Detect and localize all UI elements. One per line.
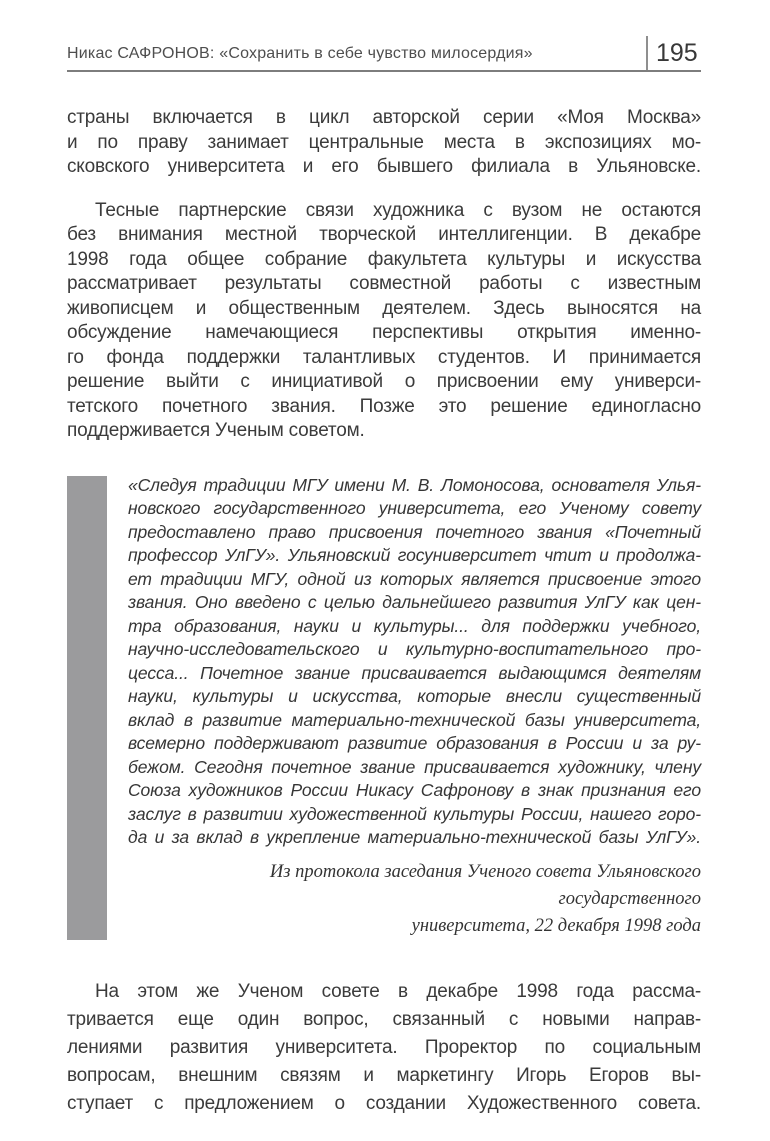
- page-header: [67, 36, 701, 70]
- page-number: 195: [656, 38, 698, 67]
- text-line: 1998 года общее собрание факультета культуры и искусства: [67, 248, 701, 270]
- quote-line: науки, культуры и искусства, которые внесли существенный: [128, 686, 701, 706]
- blockquote-text: [128, 474, 701, 850]
- quote-line: предоставлено право присвоения почетного звания «Почетный: [128, 521, 701, 542]
- text-line: без внимания местной творческой интеллигенции. В декабре: [67, 224, 701, 245]
- quote-line: звания. Оно введено с целью дальнейшего развития УлГУ как цен-: [128, 592, 701, 612]
- blockquote-section: [67, 474, 701, 940]
- quote-accent-bar: [67, 476, 107, 940]
- quote-line: да и за вклад в укрепление материально-технической базы УлГУ».: [128, 827, 701, 847]
- text-line: вопросам, внешним связям и маркетингу Игорь Егоров вы-: [67, 1064, 701, 1086]
- quote-line: вклад в развитие материально-технической базы университета,: [128, 709, 701, 730]
- text-line: поддерживается Ученым советом.: [67, 420, 365, 441]
- text-line: го фонда поддержки талантливых студентов. И принимается: [67, 346, 701, 368]
- running-title: Никас САФРОНОВ: «Сохранить в себе чувство милосердия»: [67, 45, 533, 62]
- quote-line: ет традиции МГУ, одной из которых является присвоение этого: [128, 568, 701, 589]
- text-line: Тесные партнерские связи художника с вузом не остаются: [95, 199, 701, 221]
- attribution-line: университета, 22 декабря 1998 года: [411, 915, 701, 936]
- paragraph: [67, 106, 701, 180]
- quote-line: тра образования, науки и культуры... для поддержки учебного,: [128, 615, 701, 636]
- header-rule: [67, 70, 701, 72]
- text-line: решение выйти с инициативой о присвоении ему универси-: [67, 371, 701, 392]
- paragraph: [67, 199, 701, 444]
- text-line: На этом же Ученом совете в декабре 1998 года рассма-: [95, 980, 701, 1002]
- text-line: и по праву занимает центральные места в экспозициях мо-: [67, 131, 701, 153]
- text-line: живописцем и общественным деятелем. Здесь выносятся на: [67, 297, 701, 319]
- quote-attribution: [128, 859, 701, 940]
- text-line: сковского университета и его бывшего филиала в Ульяновске.: [67, 156, 701, 177]
- text-line: обсуждение намечающиеся перспективы открытия именно-: [67, 322, 701, 343]
- quote-line: новского государственного университета, его Ученому совету: [128, 498, 701, 518]
- quote-line: Союза художников России Никасу Сафронову в знак признания его: [128, 780, 701, 800]
- quote-line: научно-исследовательского и культурно-воспитательного про-: [128, 639, 701, 659]
- text-line: тривается еще один вопрос, связанный с новыми направ-: [67, 1008, 701, 1030]
- quote-line: профессор УлГУ». Ульяновский госуниверситет чтит и продолжа-: [128, 545, 701, 565]
- text-line: тетского почетного звания. Позже это решение единогласно: [67, 395, 701, 417]
- quote-line: «Следуя традиции МГУ имени М. В. Ломоносова, основателя Улья-: [128, 474, 701, 495]
- page-number-box: [646, 36, 701, 70]
- attribution-line: Из протокола заседания Ученого совета Ульяновского государственного: [269, 861, 701, 909]
- quote-line: заслуг в развитии художественной культуры России, нашего горо-: [128, 803, 701, 824]
- text-line: рассматривает результаты совместной работы с известным: [67, 273, 701, 294]
- text-line: лениями развития университета. Проректор по социальным: [67, 1036, 701, 1058]
- quote-line: бежом. Сегодня почетное звание присваивается художнику, члену: [128, 756, 701, 777]
- quote-line: цесса... Почетное звание присваивается выдающимся деятелям: [128, 662, 701, 683]
- text-line: страны включается в цикл авторской серии «Моя Москва»: [67, 107, 701, 128]
- page-content: [67, 0, 701, 1118]
- paragraph: [67, 978, 701, 1118]
- text-line: ступает с предложением о создании Художественного совета.: [67, 1092, 701, 1114]
- quote-line: всемерно поддерживают развитие образования в России и за ру-: [128, 733, 701, 753]
